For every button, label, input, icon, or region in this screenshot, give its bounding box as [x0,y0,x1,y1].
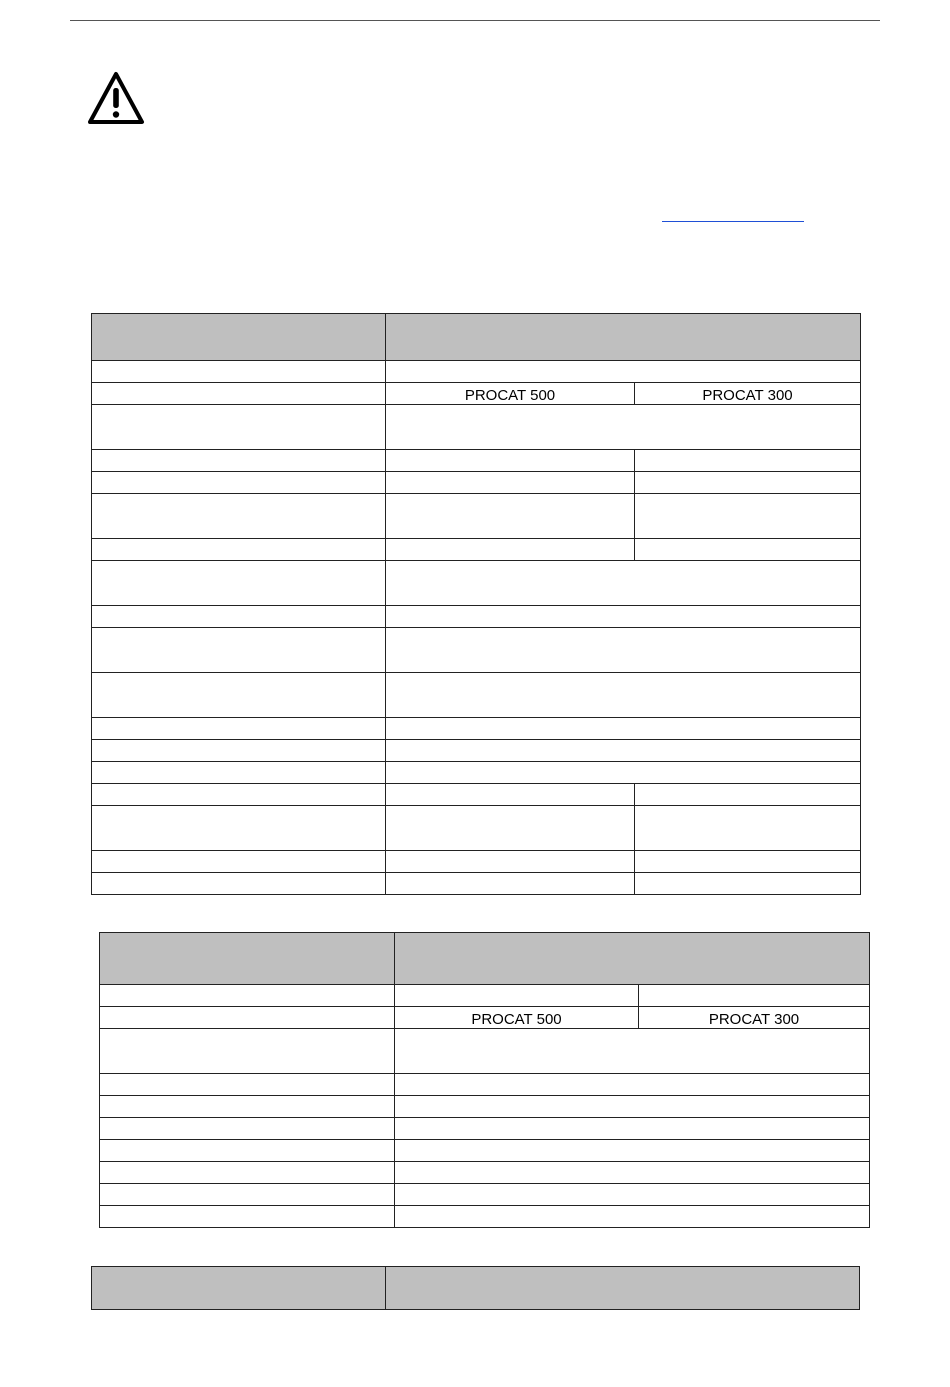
table-row [100,1007,870,1029]
table-row [100,1162,870,1184]
table-row [92,472,861,494]
table-row [100,1206,870,1228]
table-row [92,628,861,673]
table-row [92,673,861,718]
table-row [92,383,861,405]
table-row [100,1096,870,1118]
hyperlink-underline[interactable] [662,221,804,222]
table-row [100,1140,870,1162]
table-row [92,539,861,561]
model-300-label: PROCAT 300 [639,1007,870,1029]
model-500-label: PROCAT 500 [386,383,635,405]
table-row [92,873,861,895]
table-row [92,361,861,383]
table-row [92,806,861,851]
table-header-row [100,933,870,985]
table-row [100,1029,870,1074]
warning-triangle-icon [86,70,146,126]
table-row [100,1184,870,1206]
table-row [100,985,870,1007]
header-rule [70,20,880,21]
spec-table-2 [99,932,870,1228]
spec-table-1 [91,313,861,895]
table-header-row [92,314,861,361]
table-row [100,1074,870,1096]
table-row [92,606,861,628]
table-row [92,784,861,806]
table-row [100,1118,870,1140]
header-cell [395,933,870,985]
table-row [92,740,861,762]
table-row [92,762,861,784]
model-300-label: PROCAT 300 [635,383,861,405]
table-row [92,851,861,873]
header-cell [100,933,395,985]
table-row [92,450,861,472]
table-row [92,718,861,740]
header-cell [92,314,386,361]
table-row [92,405,861,450]
model-500-label: PROCAT 500 [395,1007,639,1029]
table-row [92,494,861,539]
header-cell [92,1267,386,1310]
table-header-row [92,1267,860,1310]
table-row [92,561,861,606]
header-cell [386,314,861,361]
header-cell [386,1267,860,1310]
spec-table-3 [91,1266,860,1310]
